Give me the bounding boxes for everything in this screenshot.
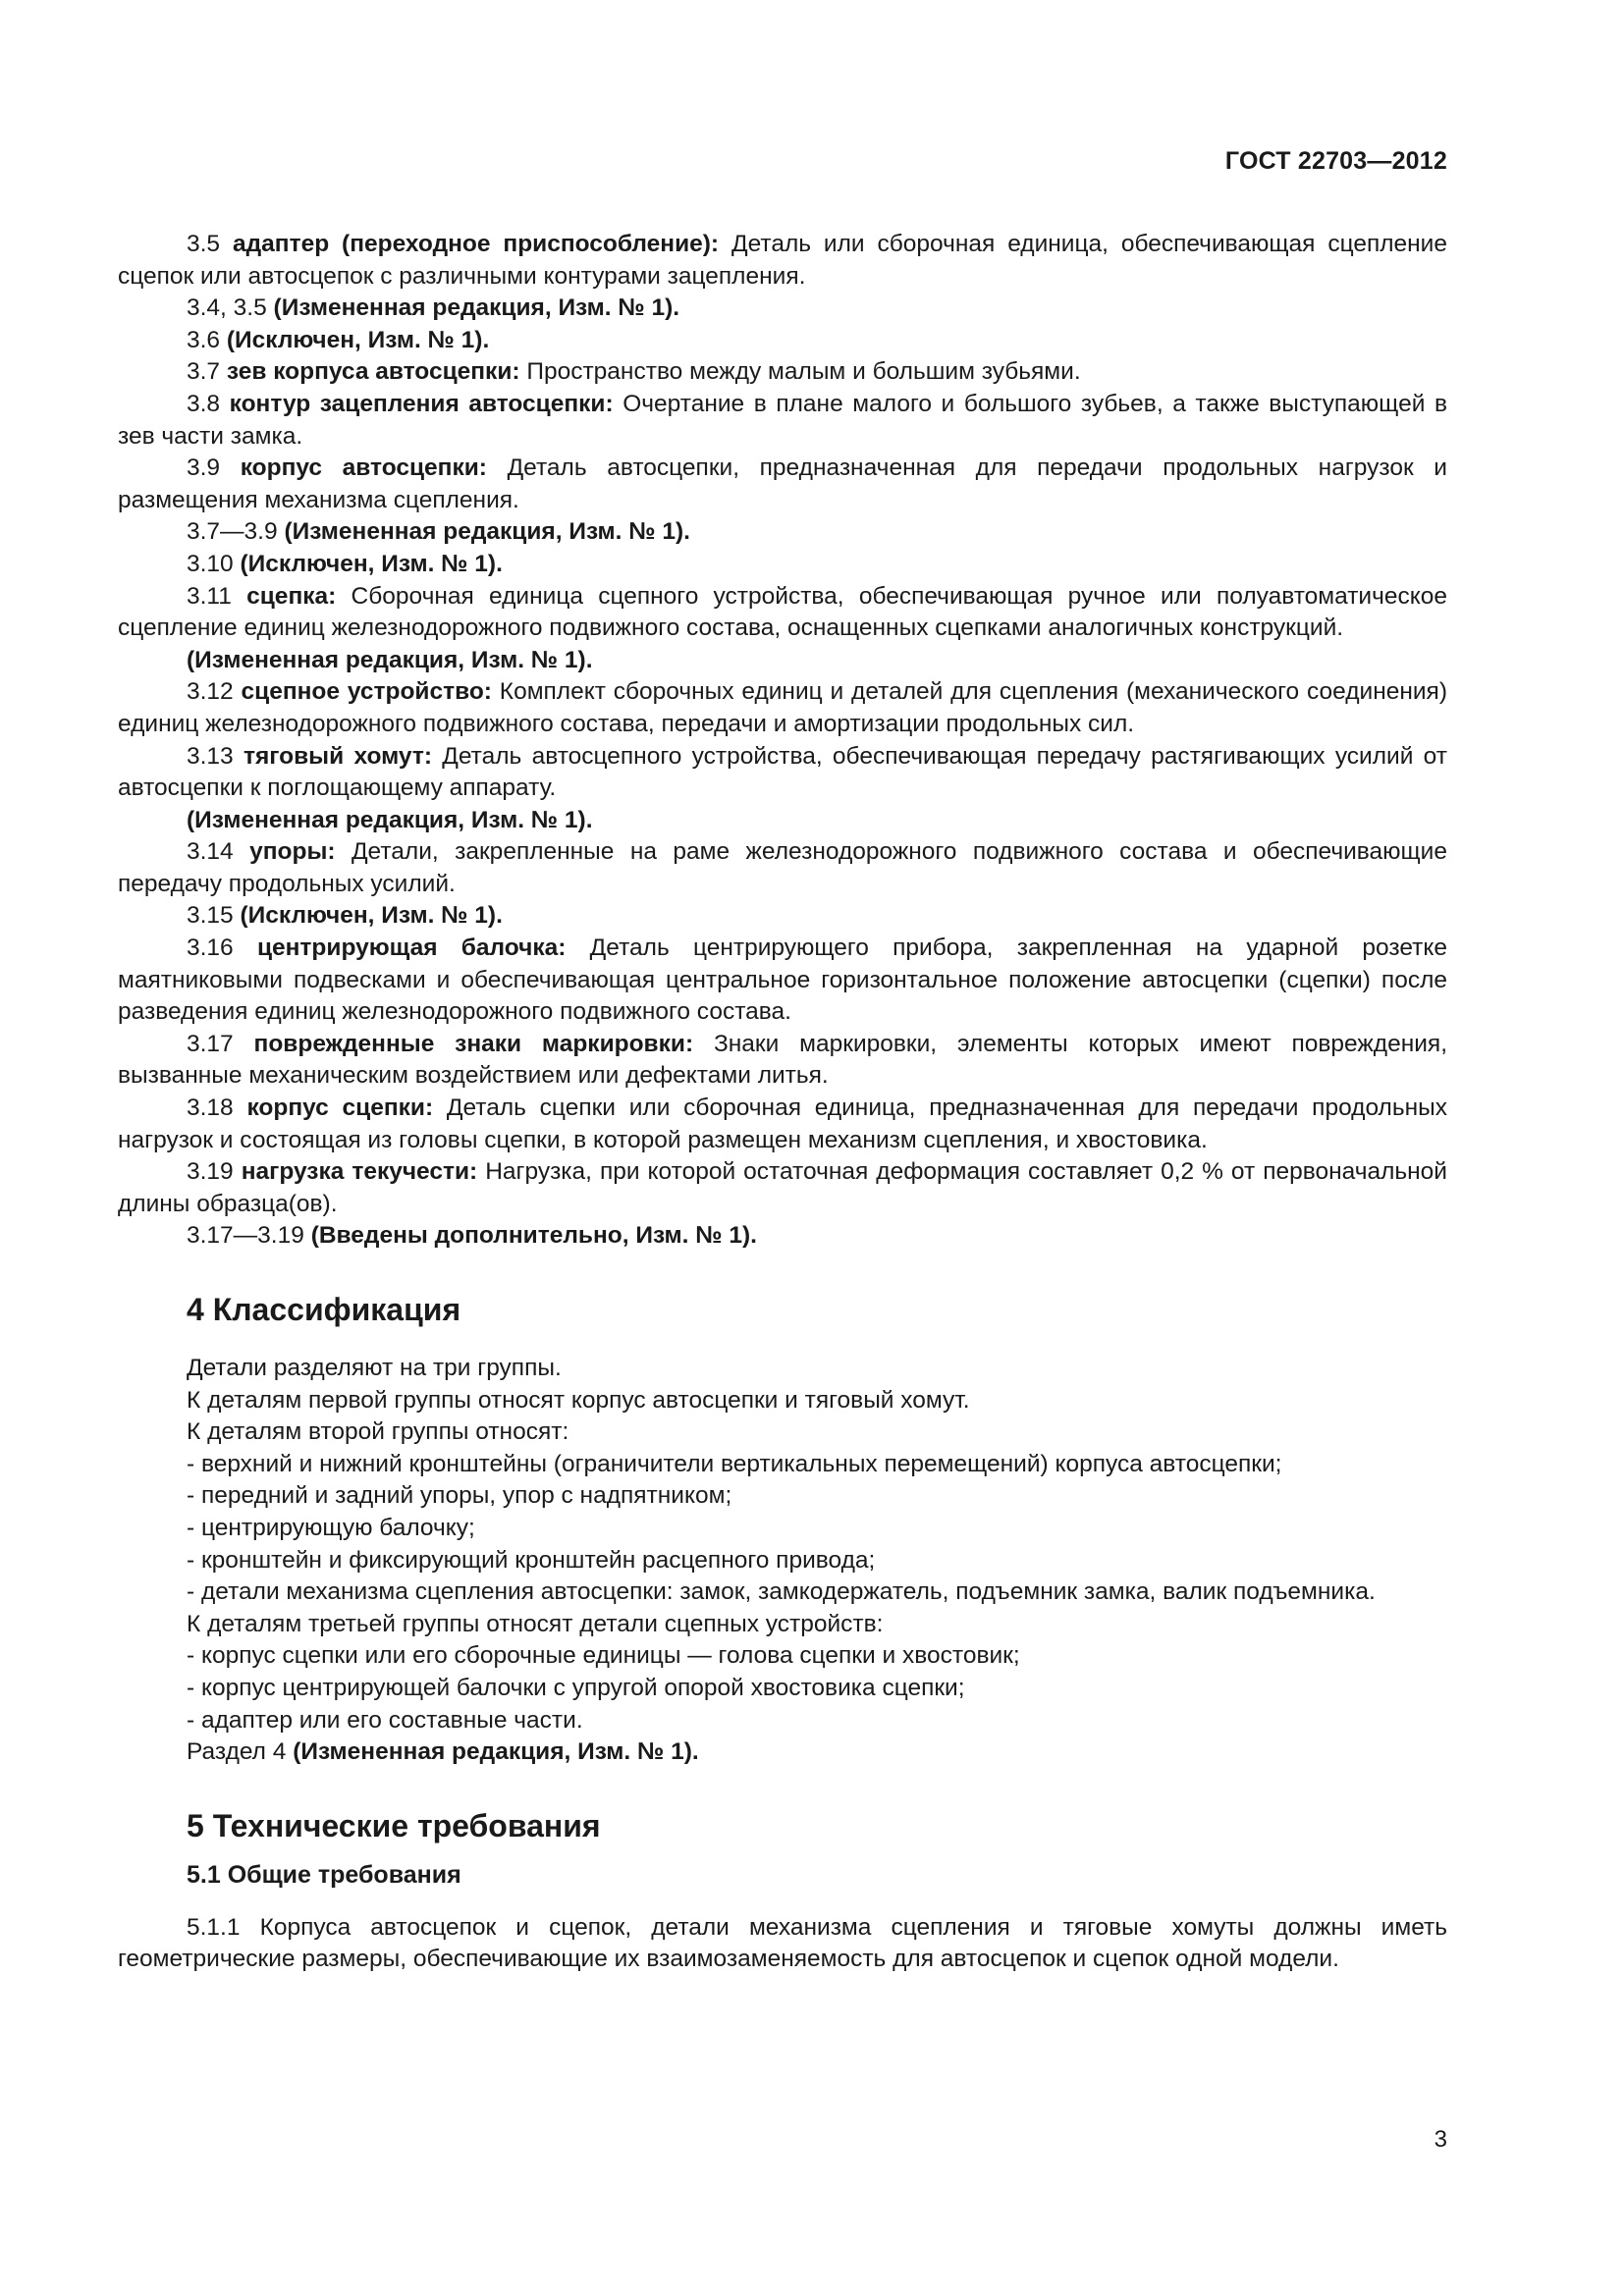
paragraph-3-9: 3.9 корпус автосцепки: Деталь автосцепки, предназначенная для передачи продольных нагрузок и размещения механизма сцепления. [118, 454, 1447, 513]
amendment-note: 3.7—3.9 (Измененная редакция, Изм. № 1). [187, 518, 690, 546]
term: тяговый хомут: [243, 742, 432, 770]
excluded-note: 3.10 (Исключен, Изм. № 1). [187, 550, 503, 577]
list-item: - кронштейн и фиксирующий кронштейн расцепного привода; [187, 1546, 876, 1574]
list-item: - центрирующую балочку; [187, 1514, 475, 1541]
section-5-heading: 5 Технические требования [187, 1807, 601, 1843]
term: нагрузка текучести: [241, 1158, 478, 1186]
amendment-note: 3.4, 3.5 (Измененная редакция, Изм. № 1). [187, 294, 680, 322]
amendment-note: Раздел 4 (Измененная редакция, Изм. № 1). [187, 1738, 699, 1766]
term: контур зацепления автосцепки: [229, 390, 614, 417]
paragraph-3-14: 3.14 упоры: Детали, закрепленные на раме железнодорожного подвижного состава и обеспечивающие передачу продольных усилий. [118, 838, 1447, 897]
paragraph-3-19: 3.19 нагрузка текучести: Нагрузка, при которой остаточная деформация составляет 0,2 % от первоначальной длины образца(ов). [118, 1158, 1447, 1217]
list-item: - детали механизма сцепления автосцепки: замок, замкодержатель, подъемник замка, валик подъемника. [187, 1578, 1376, 1606]
paragraph-3-17: 3.17 поврежденные знаки маркировки: Знаки маркировки, элементы которых имеют повреждения, вызванные механическим воздействием или дефектами литья. [118, 1030, 1448, 1090]
term: корпус сцепки: [246, 1095, 434, 1122]
term: зев корпуса автосцепки: [226, 358, 520, 386]
list-item: - корпус центрирующей балочки с упругой опорой хвостовика сцепки; [187, 1674, 965, 1701]
paragraph-3-5: 3.5 адаптер (переходное приспособление): Деталь или сборочная единица, обеспечивающая сцепление сцепок или автосцепок с различными контурами зацепления. [118, 231, 1447, 290]
excluded-note: 3.15 (Исключен, Изм. № 1). [187, 902, 503, 930]
list-item: Детали разделяют на три группы. [187, 1355, 562, 1381]
list-item: К деталям третьей группы относят детали сцепных устройств: [187, 1610, 884, 1637]
paragraph-3-12: 3.12 сцепное устройство: Комплект сборочных единиц и деталей для сцепления (механического соединения) единиц железнодорожного подвижного состава, передачи и амортизации продольных сил. [118, 678, 1447, 737]
subsection-5-1-heading: 5.1 Общие требования [187, 1860, 461, 1889]
section-4-heading: 4 Классификация [187, 1292, 461, 1327]
amendment-note: (Измененная редакция, Изм. № 1). [187, 806, 593, 833]
term: корпус автосцепки: [240, 454, 487, 482]
paragraph-3-8: 3.8 контур зацепления автосцепки: Очертание в плане малого и большого зубьев, а также выступающей в зев части замка. [118, 390, 1447, 450]
excluded-note: 3.6 (Исключен, Изм. № 1). [187, 326, 490, 353]
term: адаптер (переходное приспособление): [232, 231, 720, 257]
document-body [118, 229, 1447, 1976]
list-item: - корпус сцепки или его сборочные единицы — голова сцепки и хвостовик; [187, 1642, 1020, 1670]
term: сцепное устройство: [241, 678, 492, 706]
list-item: К деталям первой группы относят корпус автосцепки и тяговый хомут. [187, 1386, 970, 1414]
list-item: - верхний и нижний кронштейны (ограничители вертикальных перемещений) корпуса автосцепки; [187, 1450, 1282, 1477]
list-item: К деталям второй группы относят: [187, 1418, 569, 1446]
term: упоры: [249, 838, 336, 866]
amendment-note: 3.17—3.19 (Введены дополнительно, Изм. № 1). [187, 1222, 757, 1250]
amendment-note: (Измененная редакция, Изм. № 1). [187, 646, 593, 673]
list-item: - адаптер или его составные части. [187, 1706, 583, 1734]
document-header: ГОСТ 22703—2012 [1224, 147, 1447, 175]
paragraph-3-11: 3.11 сцепка: Сборочная единица сцепного устройства, обеспечивающая ручное или полуавтоматическое сцепление единиц железнодорожного подвижного состава, оснащенных сцепками аналогичных конструкций. [118, 582, 1447, 642]
term: сцепка: [246, 582, 337, 610]
page-number: 3 [1434, 2126, 1447, 2153]
paragraph-3-7: 3.7 зев корпуса автосцепки: Пространство между малым и большим зубьями. [187, 358, 1081, 386]
paragraph-3-18: 3.18 корпус сцепки: Деталь сцепки или сборочная единица, предназначенная для передачи продольных нагрузок и состоящая из головы сцепки, в которой размещен механизм сцепления, и хвостовика. [118, 1095, 1447, 1153]
list-item: - передний и задний упоры, упор с надпятником; [187, 1482, 732, 1510]
term: центрирующая балочка: [256, 934, 567, 962]
paragraph-3-16: 3.16 центрирующая балочка: Деталь центрирующего прибора, закрепленная на ударной розетке маятниковыми подвесками и обеспечивающая центральное горизонтальное положение автосцепки (сцепки) после разведения единиц железнодорожного подвижного состава. [118, 934, 1447, 1026]
paragraph-5-1-1: 5.1.1 Корпуса автосцепок и сцепок, детали механизма сцепления и тяговые хомуты должны иметь геометрические размеры, обеспечивающие их взаимозаменяемость для автосцепок и сцепок одной модели. [118, 1913, 1447, 1973]
classification-list [118, 1353, 1447, 1769]
paragraph-3-13: 3.13 тяговый хомут: Деталь автосцепного устройства, обеспечивающая передачу растягивающих усилий от автосцепки к поглощающему аппарату. [118, 742, 1447, 802]
term: поврежденные знаки маркировки: [253, 1030, 694, 1057]
